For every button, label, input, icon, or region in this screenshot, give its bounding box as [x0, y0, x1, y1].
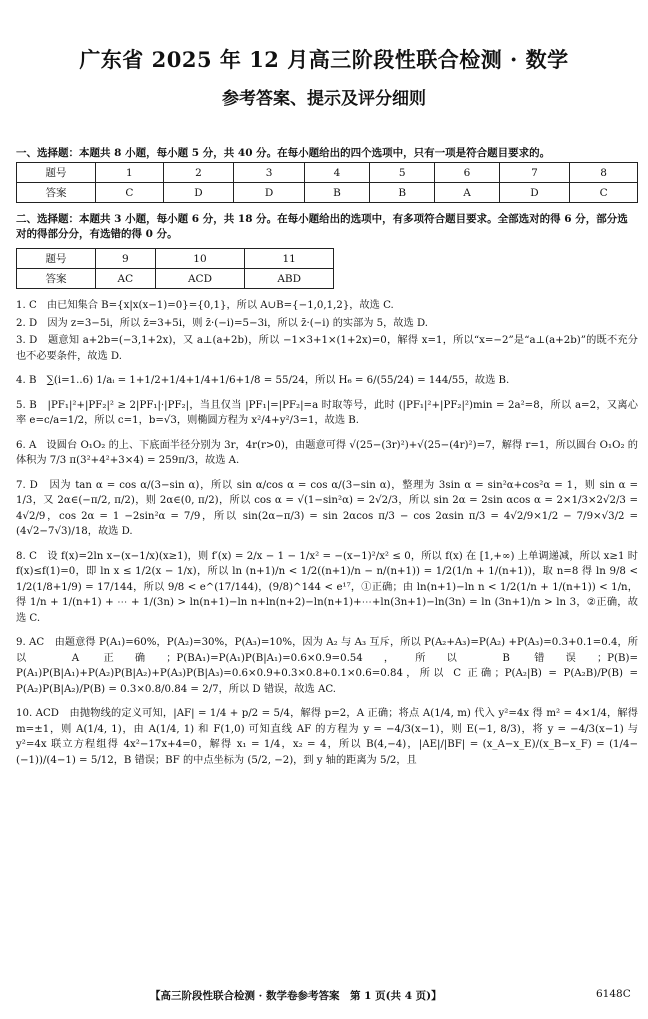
solution-10: 10. ACD 由抛物线的定义可知，|AF| = 1/4 + p/2 = 5/4，解得 p=2，A 正确；将点 A(1/4, m) 代入 y²=4x 得 m² = 4×1/4，解得 m=±1，则 A(1/4, 1)，由 A(1/4, 1) 和 F(1,0) 可知直线 AF 的方程为 y = −4/3(x−1)，则 E(−1, 8/3)，将 y = −4/3(x−1) 与 y²=4x 联立方程组得 4x²−17x+4=0，解得 x₁ = 1/4，x₂ = 4，所以 B(4,−4)，|AE|/|BF| = (x_A−x_E)/(x_B−x_F) = (1/4−(−1))/(4−1) = 5/12，B 错误；BF 的中点坐标为 (5/2, −2)，到 y 轴的距离为 5/2，且 [16, 708, 638, 766]
solution-2: 2. D 因为 z=3−5i，所以 z̄=3+5i，则 z̄·(−i)=5−3i，所以 z̄·(−i) 的实部为 5，故选 D. [16, 317, 429, 329]
solution-3: 3. D 题意知 a+2b=(−3,1+2x)，又 a⊥(a+2b)，所以 −1×3+1×(1+2x)=0，解得 x=1，所以“x=−2”是“a⊥(a+2b)”的既不充分也不必要条件，故选 D. [16, 335, 638, 362]
number-cell: 2 [163, 163, 234, 183]
answer-label-cell: 答案 [17, 269, 96, 289]
answer-cell: B [304, 183, 369, 203]
answer-cell: AC [96, 269, 156, 289]
answer-cell: B [370, 183, 435, 203]
answer-cell: C [96, 183, 164, 203]
table-row [17, 249, 334, 269]
section1-heading: 一、选择题：本题共 8 小题，每小题 5 分，共 40 分。在每小题给出的四个选项中，只有一项是符合题目要求的。 [16, 147, 551, 159]
number-cell: 6 [435, 163, 499, 183]
table-row [17, 163, 638, 183]
solutions-body [16, 298, 638, 770]
number-cell: 8 [570, 163, 638, 183]
answer-cell: D [234, 183, 305, 203]
number-cell: 10 [155, 249, 245, 269]
number-cell: 1 [96, 163, 164, 183]
number-cell: 4 [304, 163, 369, 183]
answer-cell: A [435, 183, 499, 203]
solution-7: 7. D 因为 tan α = cos α/(3−sin α)，所以 sin α/cos α = cos α/(3−sin α)，整理为 3sin α = sin²α+cos²α = 1，则 sin α = 1/3，又 2α∈(−π/2, π/2)，则 2α∈(0, π/2)，所以 cos α = √(1−sin²α) = 2√2/3，所以 sin 2α = 2sin αcos α = 2×1/3×2√2/3 = 4√2/9，cos 2α = 1 −2sin²α = 7/9，所以 sin(2α−π/3) = sin 2αcos π/3 − cos 2αsin π/3 = 4√2/9×1/2 − 7/9×√3/2 = (4√2−7√3)/18，故选 D. [16, 479, 638, 537]
table-row [17, 183, 638, 203]
number-cell: 7 [499, 163, 570, 183]
answer-label-cell: 答案 [17, 183, 96, 203]
number-cell: 5 [370, 163, 435, 183]
page-subtitle: 参考答案、提示及评分细则 [222, 89, 426, 109]
section2-heading: 二、选择题：本题共 3 小题，每小题 6 分，共 18 分。在每小题给出的选项中，有多项符合题目要求。全部选对的得 6 分，部分选对的得部分分，有选错的得 0 分。 [16, 213, 628, 240]
solution-6: 6. A 设圆台 O₁O₂ 的上、下底面半径分别为 3r，4r(r>0)，由题意可得 √(25−(3r)²)+√(25−(4r)²)=7，解得 r=1，所以圆台 O₁O₂ 的体积为 7/3 π(3²+4²+3×4) = 259π/3，故选 A. [16, 439, 638, 466]
number-cell: 11 [245, 249, 334, 269]
number-cell: 9 [96, 249, 156, 269]
number-cell: 3 [234, 163, 305, 183]
answer-cell: C [570, 183, 638, 203]
answer-cell: D [499, 183, 570, 203]
page-title: 广东省 2025 年 12 月高三阶段性联合检测 · 数学 [79, 47, 569, 72]
solution-1: 1. C 由已知集合 B={x|x(x−1)=0}={0,1}，所以 A∪B={−1,0,1,2}，故选 C. [16, 300, 394, 311]
solution-5: 5. B |PF₁|²+|PF₂|² ≥ 2|PF₁|·|PF₂|，当且仅当 |PF₁|=|PF₂|=a 时取等号，此时 (|PF₁|²+|PF₂|²)min = 2a²=8，所以 a=2，又离心率 e=c/a=1/2，所以 c=1，b=√3，则椭圆方程为 x²/4+y²/3=1，故选 B. [16, 399, 638, 426]
section2-answer-table [16, 248, 334, 289]
answer-cell: D [163, 183, 234, 203]
solution-4: 4. B ∑(i=1..6) 1/aᵢ = 1+1/2+1/4+1/4+1/6+1/8 = 55/24，所以 H₆ = 6/(55/24) = 144/55，故选 B. [16, 375, 510, 386]
solution-8: 8. C 设 f(x)=2ln x−(x−1/x)(x≥1)，则 f′(x) = 2/x − 1 − 1/x² = −(x−1)²/x² ≤ 0，所以 f(x) 在 [1,+∞) 上单调递减，所以 x≥1 时 f(x)≤f(1)=0，即 ln x ≤ 1/2(x − 1/x)，所以 ln (n+1)/n < 1/2((n+1)/n − n/(n+1)) = 1/2(1/n + 1/(n+1))，取 n=8 得 ln 9/8 < 1/2(1/8+1/9) = 17/144，所以 9/8 < e^(17/144)，(9/8)^144 < e¹⁷，①正确；由 ln(n+1)−ln n < 1/2(1/n + 1/(n+1)) < 1/n，得 1/n + 1/(n+1) + ⋯ + 1/(3n) > ln(n+1)−ln n+ln(n+2)−ln(n+1)+⋯+ln(3n+1)−ln(3n) = ln (3n+1)/n > ln 3，②正确，故选 C. [16, 550, 638, 624]
header-label-cell: 题号 [17, 163, 96, 183]
header-label-cell: 题号 [17, 249, 96, 269]
section1-answer-table [16, 162, 638, 203]
page-footer: 【高三阶段性联合检测 · 数学卷参考答案 第 1 页(共 4 页)】 [150, 990, 442, 1002]
answer-cell: ACD [155, 269, 245, 289]
answer-cell: ABD [245, 269, 334, 289]
solution-9: 9. AC 由题意得 P(A₁)=60%，P(A₂)=30%，P(A₃)=10%，因为 A₂ 与 A₃ 互斥，所以 P(A₂+A₃)=P(A₂) +P(A₃)=0.3+0.1=0.4，所以 A 正确；P(BA₁)=P(A₁)P(B|A₁)=0.6×0.9=0.54，所以 B 错误；P(B)= P(A₁)P(B|A₁)+P(A₂)P(B|A₂)+P(A₃)P(B|A₃)=0.6×0.9+0.3×0.8+0.1×0.6=0.84，所以 C 正确；P(A₂|B) = P(A₂B)/P(B) = P(A₂)P(B|A₂)/P(B) = 0.3×0.8/0.84 = 2/7，所以 D 错误，故选 AC. [16, 637, 638, 695]
document-code: 6148C [596, 988, 631, 1000]
table-row [17, 269, 334, 289]
